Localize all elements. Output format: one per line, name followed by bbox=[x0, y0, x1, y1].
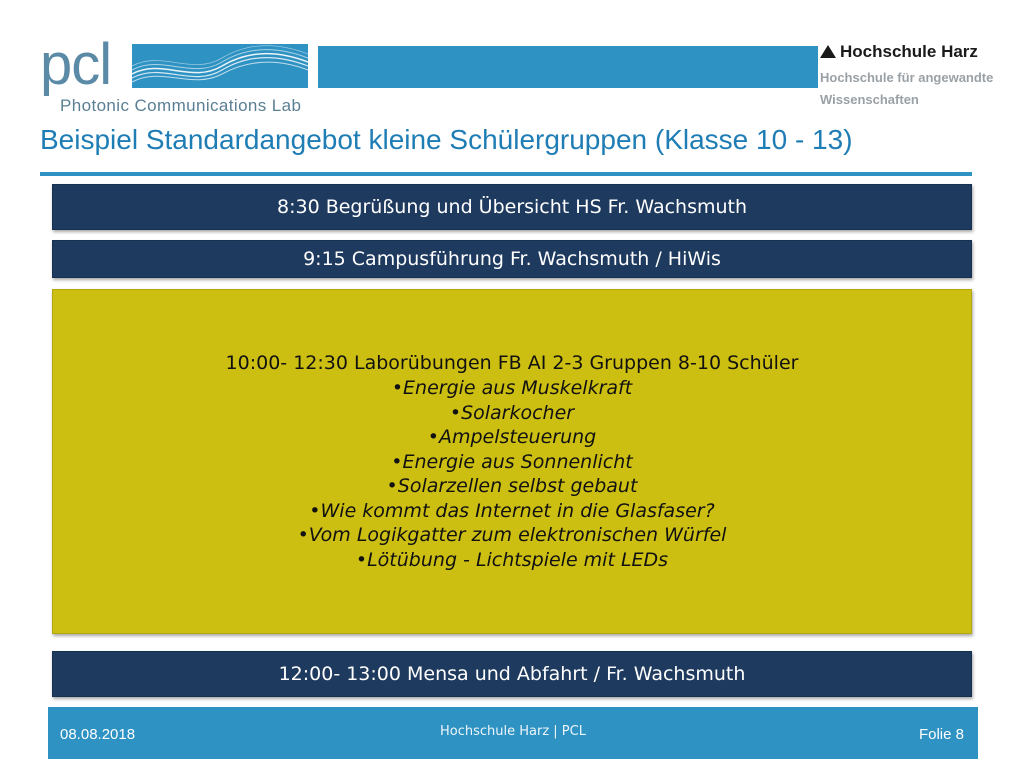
lab-exercises-heading: 10:00- 12:30 Laborübungen FB AI 2-3 Gruppen 8-10 Schüler bbox=[225, 352, 799, 374]
institution-logo bbox=[818, 42, 1024, 114]
list-item: •Lötübung - Lichtspiele mit LEDs bbox=[355, 548, 669, 571]
schedule-block-lunch-departure bbox=[52, 651, 972, 697]
institution-name-row bbox=[820, 42, 978, 62]
institution-name: Hochschule Harz bbox=[840, 42, 978, 61]
schedule-block-campus-tour-text: 9:15 Campusführung Fr. Wachsmuth / HiWis bbox=[303, 248, 721, 270]
lab-exercises-list bbox=[298, 376, 727, 572]
list-item: •Ampelsteuerung bbox=[427, 426, 597, 448]
slide-footer bbox=[48, 707, 978, 759]
footer-page-number: Folie 8 bbox=[918, 726, 964, 743]
list-item: •Energie aus Muskelkraft bbox=[391, 377, 633, 399]
list-item: •Energie aus Sonnenlicht bbox=[391, 450, 633, 473]
schedule-block-lunch-departure-text: 12:00- 13:00 Mensa und Abfahrt / Fr. Wachsmuth bbox=[278, 663, 746, 685]
list-item: •Solarkocher bbox=[449, 401, 575, 424]
header-accent-bar bbox=[318, 46, 818, 88]
schedule-block-welcome bbox=[52, 184, 972, 230]
logo-subtitle: Photonic Communications Lab bbox=[60, 96, 302, 115]
footer-center-text: Hochschule Harz | PCL bbox=[440, 724, 586, 739]
list-item: •Wie kommt das Internet in die Glasfaser? bbox=[309, 499, 715, 522]
list-item: •Vom Logikgatter zum elektronischen Würfel bbox=[297, 524, 727, 546]
slide-title: Beispiel Standardangebot kleine Schülergruppen (Klasse 10 - 13) bbox=[40, 124, 853, 155]
triangle-icon bbox=[820, 45, 836, 58]
logo-wordmark: pcl bbox=[40, 32, 112, 97]
list-item: •Solarzellen selbst gebaut bbox=[386, 475, 638, 497]
title-divider bbox=[40, 172, 972, 176]
schedule-block-lab-exercises bbox=[52, 289, 972, 634]
pcl-logo bbox=[40, 32, 320, 116]
wave-logo-icon bbox=[132, 44, 308, 88]
institution-subtitle-2: Wissenschaften bbox=[820, 92, 919, 107]
footer-date: 08.08.2018 bbox=[60, 726, 136, 743]
institution-subtitle-1: Hochschule für angewandte bbox=[820, 70, 994, 85]
schedule-block-welcome-text: 8:30 Begrüßung und Übersicht HS Fr. Wachsmuth bbox=[276, 196, 748, 218]
schedule-block-campus-tour bbox=[52, 240, 972, 278]
